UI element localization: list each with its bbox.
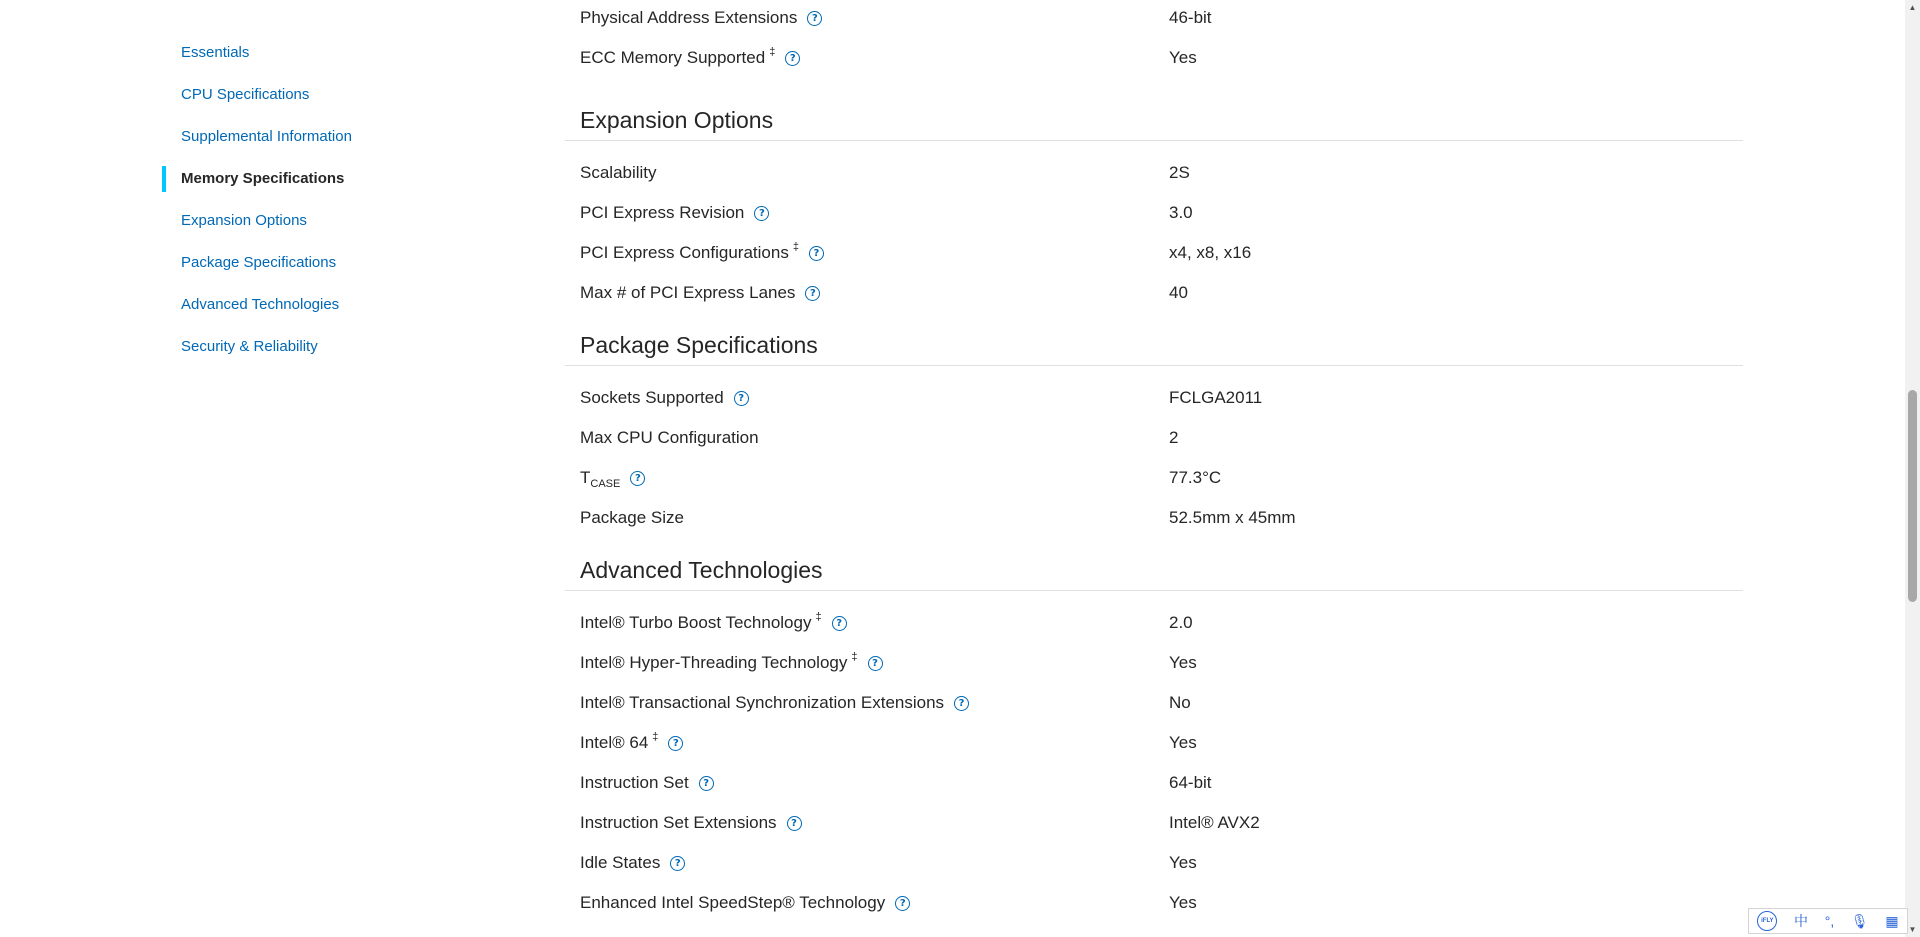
spec-label: Package Size (580, 508, 684, 527)
spec-row (565, 723, 1743, 763)
spec-value: FCLGA2011 (1169, 388, 1263, 407)
spec-row (565, 153, 1743, 193)
spec-label-subscript: CASE (590, 478, 621, 490)
section-title: Expansion Options (580, 107, 774, 133)
help-icon[interactable]: ? (754, 206, 769, 221)
spec-label: Max CPU Configuration (580, 428, 759, 447)
spec-value: Yes (1169, 653, 1197, 672)
sidebar-item-memory-specifications[interactable]: Memory Specifications (160, 158, 490, 200)
sidebar-item-package-specifications[interactable]: Package Specifications (181, 254, 337, 271)
spec-label: Intel® Hyper-Threading Technology (580, 653, 848, 672)
spec-value: 52.5mm x 45mm (1169, 508, 1296, 527)
spec-value: No (1169, 693, 1191, 712)
spec-row (565, 38, 1743, 78)
help-icon[interactable]: ? (809, 246, 824, 261)
section-header-advanced-technologies (565, 538, 1743, 591)
spec-row (565, 843, 1743, 883)
help-icon[interactable]: ? (699, 776, 714, 791)
spec-row (565, 273, 1743, 313)
spec-label: Instruction Set (580, 773, 689, 792)
spec-sidebar-nav (160, 32, 490, 368)
spec-row (565, 378, 1743, 418)
spec-value: Yes (1169, 893, 1197, 912)
help-icon[interactable]: ? (734, 391, 749, 406)
spec-value: Intel® AVX2 (1169, 813, 1260, 832)
spec-label: Enhanced Intel SpeedStep® Technology (580, 893, 886, 912)
dagger-mark: ‡ (851, 651, 858, 663)
help-icon[interactable]: ? (954, 696, 969, 711)
spec-value: 77.3°C (1169, 468, 1222, 487)
spec-label: T (580, 468, 591, 487)
ime-chinese-mode-icon[interactable]: 中 (1794, 913, 1809, 929)
vertical-scrollbar[interactable] (1905, 0, 1920, 937)
spec-label: PCI Express Configurations (580, 243, 789, 262)
help-icon[interactable]: ? (785, 51, 800, 66)
spec-value: 3.0 (1169, 203, 1193, 222)
dagger-mark: ‡ (792, 241, 799, 253)
help-icon[interactable]: ? (630, 471, 645, 486)
ime-grid-menu-icon[interactable]: ▦ (1885, 913, 1899, 929)
spec-value: x4, x8, x16 (1169, 243, 1252, 262)
spec-label: Scalability (580, 163, 657, 182)
dagger-mark: ‡ (652, 731, 659, 743)
section-title: Advanced Technologies (580, 557, 823, 583)
spec-label: Physical Address Extensions (580, 8, 798, 27)
help-icon[interactable]: ? (670, 856, 685, 871)
sidebar-item-cpu-specifications[interactable]: CPU Specifications (181, 86, 310, 103)
spec-row (565, 458, 1743, 498)
help-icon[interactable]: ? (832, 616, 847, 631)
spec-label: Sockets Supported (580, 388, 724, 407)
spec-row (565, 233, 1743, 273)
spec-row (565, 683, 1743, 723)
ime-logo-icon[interactable]: iFLY (1757, 911, 1777, 931)
spec-label: Intel® Turbo Boost Technology (580, 613, 812, 632)
spec-value: 2.0 (1169, 613, 1193, 632)
dagger-mark: ‡ (815, 611, 822, 623)
help-icon[interactable]: ? (668, 736, 683, 751)
spec-row (565, 193, 1743, 233)
scroll-up-arrow-icon[interactable]: ▲ (1908, 3, 1917, 12)
sidebar-item-expansion-options[interactable]: Expansion Options (181, 212, 307, 229)
help-icon[interactable]: ? (805, 286, 820, 301)
sidebar-item-essentials[interactable]: Essentials (181, 44, 250, 61)
dagger-mark: ‡ (769, 46, 776, 58)
spec-value: Yes (1169, 733, 1197, 752)
spec-label: Max # of PCI Express Lanes (580, 283, 796, 302)
scrollbar-thumb[interactable] (1908, 390, 1917, 602)
spec-row (565, 418, 1743, 458)
spec-label: ECC Memory Supported (580, 48, 766, 67)
spec-value: 2S (1169, 163, 1190, 182)
spec-value: Yes (1169, 853, 1197, 872)
help-icon[interactable]: ? (807, 11, 822, 26)
help-icon[interactable]: ? (787, 816, 802, 831)
spec-value: Yes (1169, 48, 1197, 67)
sidebar-item-security-reliability[interactable]: Security & Reliability (181, 338, 318, 355)
help-icon[interactable]: ? (868, 656, 883, 671)
section-header-package-specifications (565, 313, 1743, 366)
spec-row (565, 763, 1743, 803)
spec-content (565, 0, 1743, 923)
spec-row (565, 803, 1743, 843)
section-title: Package Specifications (580, 332, 818, 358)
spec-value: 40 (1169, 283, 1188, 302)
scroll-down-arrow-icon[interactable]: ▼ (1908, 925, 1917, 934)
spec-row (565, 603, 1743, 643)
spec-value: 64-bit (1169, 773, 1212, 792)
spec-label: Intel® 64 (580, 733, 649, 752)
spec-value: 2 (1169, 428, 1179, 447)
ime-microphone-icon[interactable]: 🎙 (1850, 913, 1869, 929)
ime-punctuation-icon[interactable]: °, (1824, 913, 1835, 929)
spec-label: Intel® Transactional Synchronization Extensions (580, 693, 945, 712)
ime-toolbar (1748, 908, 1908, 934)
spec-label: Instruction Set Extensions (580, 813, 777, 832)
sidebar-item-supplemental-information[interactable]: Supplemental Information (181, 128, 352, 145)
spec-label: Idle States (580, 853, 661, 872)
spec-value: 46-bit (1169, 8, 1212, 27)
spec-label: PCI Express Revision (580, 203, 745, 222)
spec-row (565, 498, 1743, 538)
section-header-expansion-options (565, 78, 1743, 141)
spec-row (565, 643, 1743, 683)
help-icon[interactable]: ? (895, 896, 910, 911)
spec-row (565, 0, 1743, 38)
spec-row (565, 883, 1743, 923)
sidebar-item-advanced-technologies[interactable]: Advanced Technologies (181, 296, 340, 313)
